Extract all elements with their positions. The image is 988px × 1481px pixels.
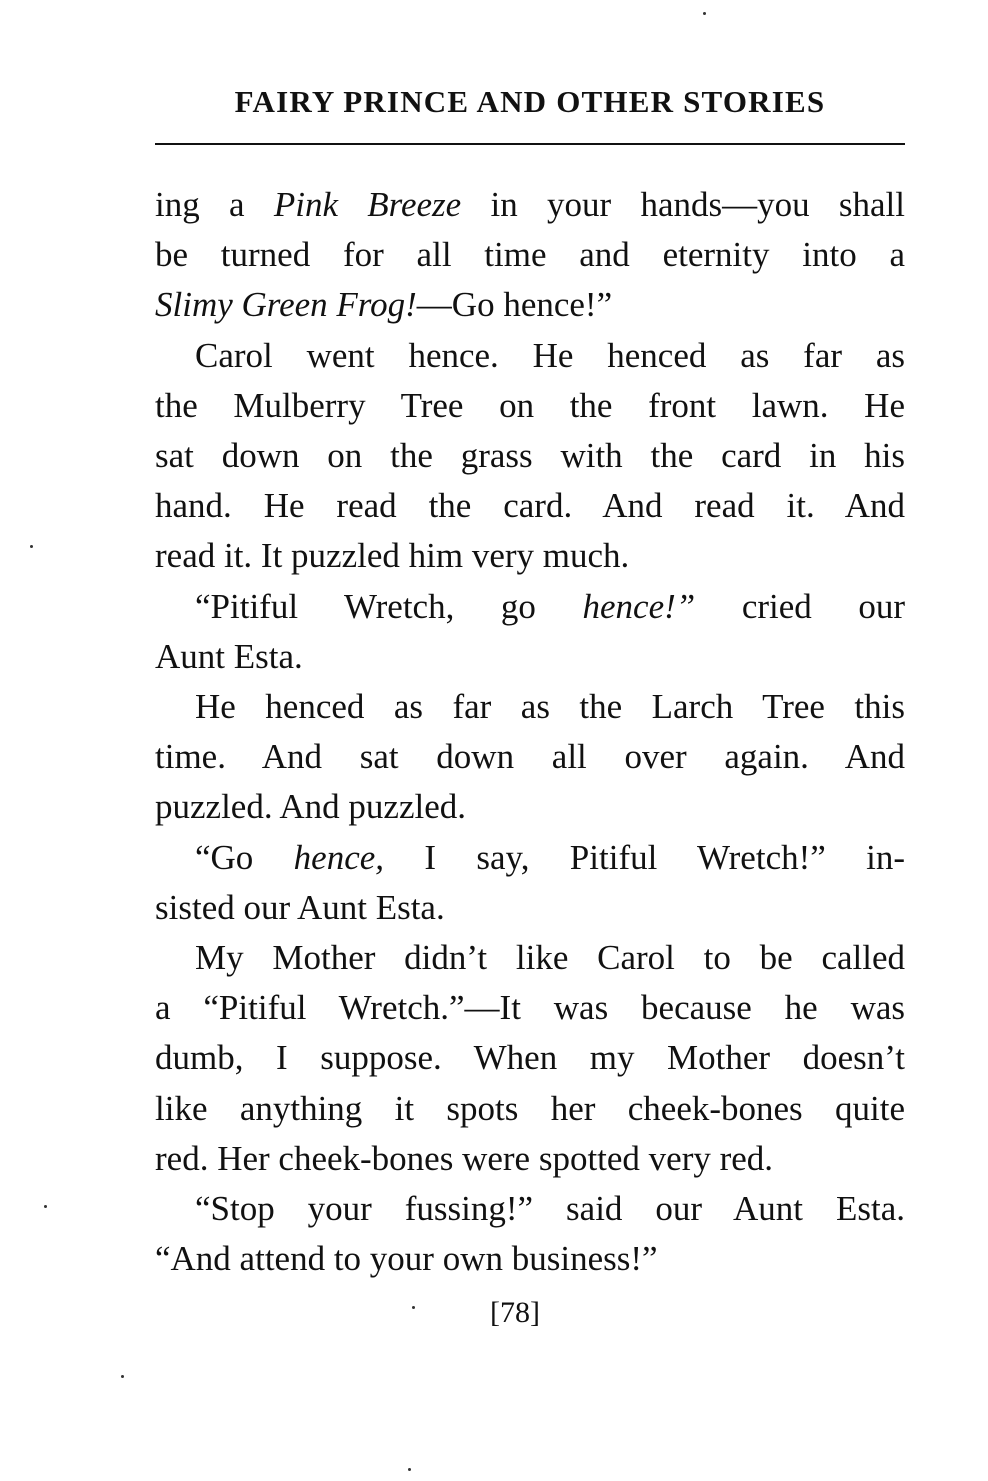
scan-speck bbox=[121, 1375, 124, 1378]
text-line: the Mulberry Tree on the front lawn. He bbox=[155, 385, 905, 425]
text-line: read it. It puzzled him very much. bbox=[155, 536, 630, 576]
text-line: Carol went hence. He henced as far as bbox=[195, 335, 905, 375]
page-number: [78] bbox=[490, 1296, 540, 1329]
scan-speck bbox=[30, 545, 33, 548]
text-line: “Pitiful Wretch, go hence!” cried our bbox=[195, 586, 905, 626]
scan-speck bbox=[703, 12, 706, 15]
text-line: ing a Pink Breeze in your hands—you shall bbox=[155, 185, 905, 224]
text-line: time. And sat down all over again. And bbox=[155, 737, 905, 777]
text-line: sat down on the grass with the card in his bbox=[155, 436, 905, 476]
text-line: like anything it spots her cheek-bones quite bbox=[155, 1088, 905, 1128]
text-line: hand. He read the card. And read it. And bbox=[155, 486, 905, 526]
text-line: Aunt Esta. bbox=[155, 636, 303, 676]
header-rule bbox=[155, 143, 905, 145]
text-line: red. Her cheek-bones were spotted very red. bbox=[155, 1138, 774, 1178]
text-line: puzzled. And puzzled. bbox=[155, 787, 467, 827]
text-line: “Stop your fussing!” said our Aunt Esta. bbox=[195, 1189, 905, 1229]
body-text bbox=[155, 180, 905, 1284]
text-line: sisted our Aunt Esta. bbox=[155, 887, 445, 927]
text-line: Slimy Green Frog!—Go hence!” bbox=[155, 285, 613, 325]
scan-speck bbox=[44, 1205, 47, 1208]
text-line: a “Pitiful Wretch.”—It was because he was bbox=[155, 988, 905, 1028]
scan-speck bbox=[408, 1468, 411, 1471]
text-line: dumb, I suppose. When my Mother doesn’t bbox=[155, 1038, 905, 1078]
text-line: be turned for all time and eternity into a bbox=[155, 235, 905, 275]
scan-speck bbox=[412, 1306, 415, 1309]
text-line: My Mother didn’t like Carol to be called bbox=[195, 938, 905, 978]
text-line: He henced as far as the Larch Tree this bbox=[195, 687, 905, 727]
text-line: “Go hence, I say, Pitiful Wretch!” in- bbox=[195, 837, 906, 877]
text-line: “And attend to your own business!” bbox=[155, 1239, 658, 1279]
running-head: FAIRY PRINCE AND OTHER STORIES bbox=[234, 84, 826, 119]
